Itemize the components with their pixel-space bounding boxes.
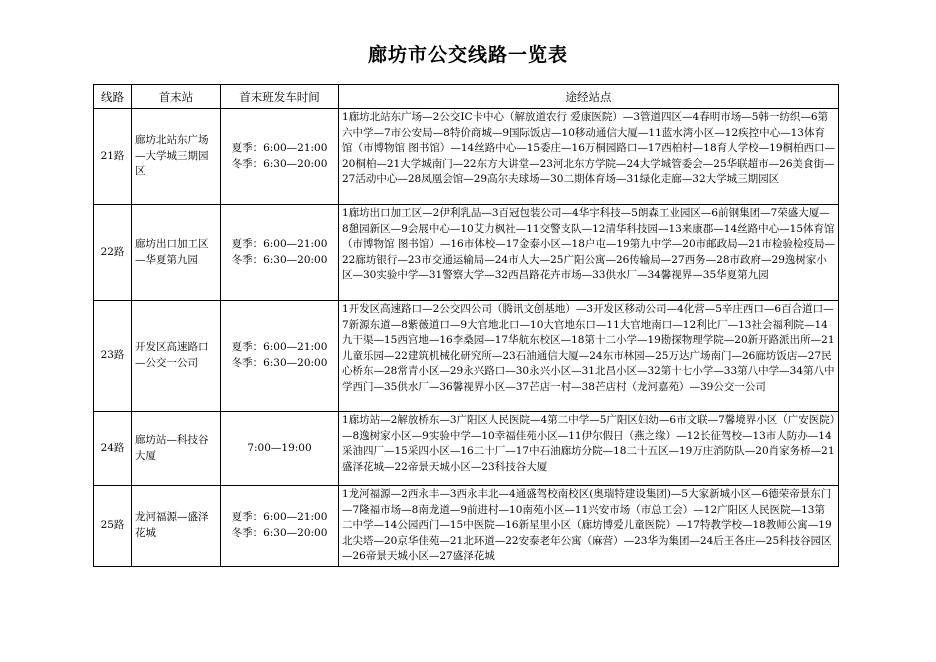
route-line: 25路 [94,486,132,567]
route-time-summer: 夏季：6:00—21:00 [231,341,328,354]
page-title: 廊坊市公交线路一览表 [367,44,568,66]
route-line: 22路 [94,205,132,301]
route-terminals: 廊坊出口加工区—华夏第九园 [132,205,221,301]
route-time [221,412,339,486]
route-time [221,109,339,205]
route-line: 21路 [94,109,132,205]
route-time-winter: 冬季：6:30—20:00 [231,157,328,170]
route-time-summer: 夏季：6:00—21:00 [231,237,328,250]
route-line: 24路 [94,412,132,486]
header-stops: 途经站点 [339,85,839,109]
bus-route-table [93,84,839,567]
route-terminals: 龙河福源—盛泽花城 [132,486,221,567]
route-time-winter: 冬季：6:30—20:00 [231,357,328,369]
route-stops: 1廊坊出口加工区—2伊利乳品—3百冠包装公司—4华宇科技—5朗森工业园区—6前钢集团—7荣盛大厦—8憩园新区—9会展中心—10艾力枫社—11交警支队—12清华科技园—13来康郡—14丝路中心—15体育馆（市博物馆 图书馆）—16市体校—17金泰小区—18户屯—19第九中学—20市邮政局—21市检验检疫局—22廊坊银行—23市交通运输局—24市人大—25广阳公寓—26传输局—27西务—28市政府—29逸树家小区—30实验中学—31警察大学—32西昌路花卉市场—33供水厂—34馨视界—35华夏第九园 [339,205,839,301]
route-time-winter: 冬季：6:30—20:00 [231,253,328,266]
route-stops: 1廊坊站—2解放桥东—3广阳区人民医院—4第二中学—5广阳区妇幼—6市文联—7馨境界小区（广安医院）—8逸树家小区—9实验中学—10幸福佳苑小区—11伊尔假日（燕之缘）—12长征驾校—13市人防办—14采油四厂—15采四小区—16二十厂—17中石油廊坊分院—18二十五区—19万庄消防队—20肖家务桥—21盛泽花城—22帝景天城小区—23科技谷大厦 [339,412,839,486]
table-row [94,301,839,412]
route-stops: 1开发区高速路口—2公交四公司（腾讯文创基地）—3开发区移动公司—4化营—5辛庄西口—6百合道口—7新源东道—8紫薇道口—9大官地北口—10大官地东口—11大官地南口—12利比厂—13社会福利院—14九干渠—15西宫地—16李桑园—17华航东校区—18第十二小学—19勘探物理学院—20新开路派出所—21儿童乐园—22建筑机械化研究所—23石油通信大厦—24东市林园—25万达广场南门—26廊坊饭店—27民心桥东—28常青小区—29永兴路口—30永兴小区—31北昌小区—32第十七小学—33第八中学—34第八中学西门—35供水厂—36馨视界小区—37芒店一村—38芒店村（龙河嘉苑）—39公交一公司 [339,301,839,412]
route-time-single: 7:00—19:00 [247,441,312,454]
table-header-row [94,85,839,109]
header-terminals: 首末站 [132,85,221,109]
header-time: 首末班发车时间 [221,85,339,109]
route-terminals: 廊坊站—科技谷大厦 [132,412,221,486]
route-terminals: 开发区高速路口—公交一公司 [132,301,221,412]
route-time [221,301,339,412]
route-time-winter: 冬季：6:30—20:00 [231,526,328,539]
route-stops: 1廊坊北站东广场—2公交IC卡中心（解放道农行 爱康医院）—3管道四区—4春明市场—5韩一纺织—6第六中学—7市公安局—8特价商城—9国际饭店—10移动通信大厦—11蓝水湾小区—12疾控中心—13体育馆（市博物馆 图书馆）—14丝路中心—15委庄—16万桐园路口—17西柏村—18育人学校—19桐柏西口—20桐柏—21大学城南门—22东方大讲堂—23河北东方学院—24大学城管委会—25华联超市—26美食街—27活动中心—28凤凰会馆—29高尔夫球场—30二期体育场—31绿化走廊—32大学城三期园区 [339,109,839,205]
header-line: 线路 [94,85,132,109]
table-row [94,486,839,567]
route-time [221,486,339,567]
route-stops: 1龙河福源—2西永丰—3西永丰北—4通盛驾校南校区(奥瑞特建设集团)—5大家新城小区—6德荣帝景东门—7隆福市场—8南龙道—9前进村—10南苑小区—11兴安市场（市总工会）—12广阳区人民医院—13第二中学—14公园西门—15中医院—16新星里小区（廊坊博爱儿童医院）—17特教学校—18教师公寓—19北尖塔—20京华佳苑—21北环道—22安泰老年公寓（麻营）—23华为集团—24后王各庄—25科技谷园区—26帝景天城小区—27盛泽花城 [339,486,839,567]
table-row [94,205,839,301]
route-terminals: 廊坊北站东广场—大学城三期园区 [132,109,221,205]
route-time [221,205,339,301]
route-time-summer: 夏季：6:00—21:00 [231,141,328,154]
table-row [94,412,839,486]
table-row [94,109,839,205]
route-line: 23路 [94,301,132,412]
route-time-summer: 夏季：6:00—21:00 [231,511,328,524]
